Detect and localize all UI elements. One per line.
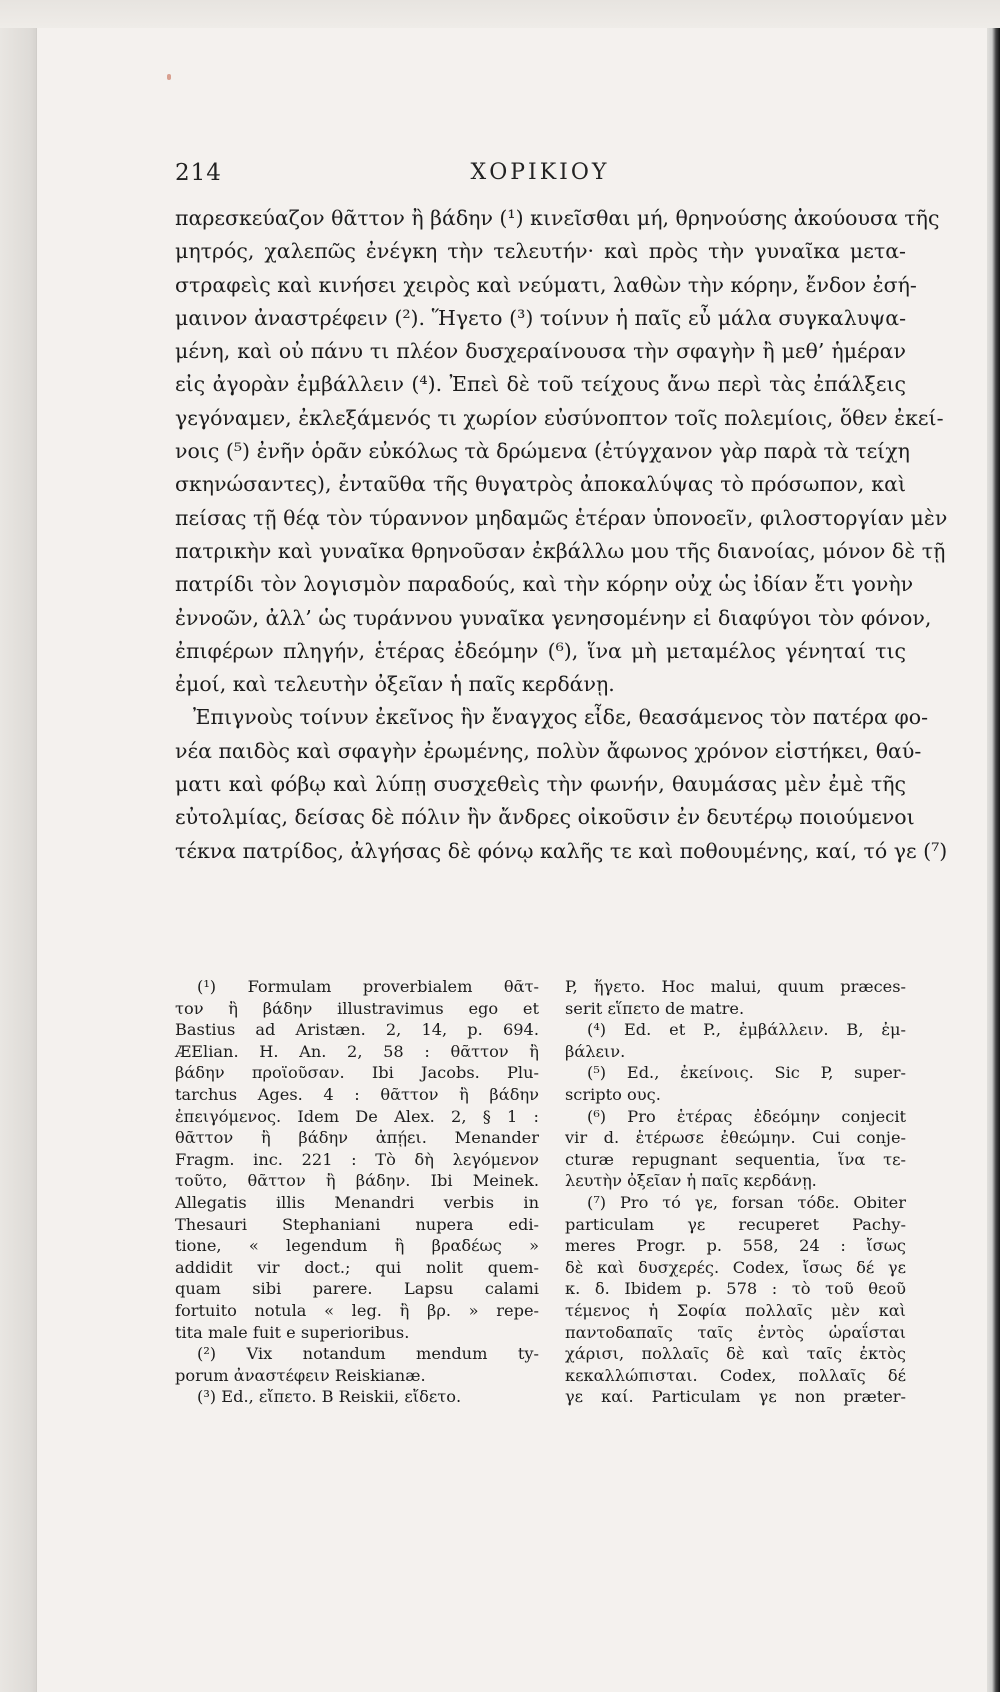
ink-speck [167,74,171,80]
text-line: σκηνώσαντες), ἐνταῦθα τῆς θυγατρὸς ἀποκαλύψας τὸ πρόσωπον, καὶ [175,472,906,497]
text-line: νοις (⁵) ἐνῆν ὁρᾶν εὐκόλως τὰ δρώμενα (ἐτύγχανον γὰρ παρὰ τὰ τείχη [175,439,910,464]
footnote-line: κ. δ. Ibidem p. 578 : τὸ τοῦ θεοῦ [565,1279,906,1299]
footnote-line: scripto ους. [565,1084,661,1104]
footnote-line: τοῦτο, θᾶττον ἢ βάδην. Ibi Meinek. [175,1171,539,1191]
text-line: τέκνα πατρίδος, ἀλγήσας δὲ φόνῳ καλῆς τε καὶ ποθουμένης, καί, τό γε (⁷) [175,838,948,863]
text-line: παρεσκεύαζον θᾶττον ἢ βάδην (¹) κινεῖσθαι μή, θρηνούσης ἀκούουσα τῆς [175,206,940,230]
text-line: ἐμοί, καὶ τελευτὴν ὀξεῖαν ἡ παῖς κερδάνῃ. [175,672,615,697]
main-text-block [175,202,948,868]
footnote-line: vir d. ἑτέρωσε ἐθεώμην. Cui conje- [565,1128,906,1148]
footnote-line: λευτὴν ὀξεῖαν ἡ παῖς κερδάνῃ. [565,1171,817,1191]
footnote-line: παντοδαπαῖς ταῖς ἐντὸς ὡραΐσται [565,1322,906,1342]
footnote-line: (⁶) Pro ἑτέρας ἐδεόμην conjecit [587,1106,906,1126]
footnote-line: fortuito notula « leg. ἢ βρ. » repe- [175,1300,539,1320]
footnote-line: tione, « legendum ἢ βραδέως » [175,1236,539,1256]
text-line: μητρός, χαλεπῶς ἐνέγκη τὴν τελευτήν· καὶ πρὸς τὴν γυναῖκα μετα- [175,239,906,264]
footnote-line: Thesauri Stephaniani nupera edi- [175,1214,539,1234]
text-line: στραφεὶς καὶ κινήσει χειρὸς καὶ νεύματι, λαθὼν τὴν κόρην, ἔνδον ἐσή- [175,272,917,297]
footnote-line: ἐπειγόμενος. Idem De Alex. 2, § 1 : [175,1106,539,1126]
footnote-line: (³) Ed., εἴπετο. B Reiskii, εἴδετο. [197,1387,462,1407]
text-line: Ἐπιγνοὺς τοίνυν ἐκεῖνος ἣν ἔναγχος εἶδε, θεασάμενος τὸν πατέρα φο- [193,705,929,730]
footnote-line: χάρισι, πολλαῖς δὲ καὶ ταῖς ἐκτὸς [565,1344,906,1364]
text-line: εἰς ἀγορὰν ἐμβάλλειν (⁴). Ἐπεὶ δὲ τοῦ τείχους ἄνω περὶ τὰς ἐπάλξεις [175,372,906,397]
text-line: εὐτολμίας, δείσας δὲ πόλιν ἣν ἄνδρες οἰκοῦσιν ἐν δευτέρῳ ποιούμενοι [175,805,915,830]
footnote-line: τέμενος ἡ Σοφία πολλαῖς μὲν καὶ [565,1300,906,1320]
footnote-line: cturæ repugnant sequentia, ἵνα τε- [565,1149,906,1169]
footnote-line: P, ἥγετο. Hoc malui, quum præces- [565,977,906,996]
page-number: 214 [175,160,222,186]
text-line: ἐπιφέρων πληγήν, ἑτέρας ἐδεόμην (⁶), ἵνα μὴ μεταμέλος γένηταί τις [175,638,906,663]
text-line: πείσας τῇ θέᾳ τὸν τύραννον μηδαμῶς ἑτέραν ὑπονοεῖν, φιλοστοργίαν μὲν [175,505,948,530]
footnote-line: (⁴) Ed. et P., ἐμβάλλειν. B, ἐμ- [587,1020,906,1040]
footnote-line: porum ἀναστέφειν Reiskianæ. [175,1365,426,1385]
text-line: πατρίδι τὸν λογισμὸν παραδούς, καὶ τὴν κόρην οὐχ ὡς ἰδίαν ἔτι γονὴν [175,572,914,597]
footnote-line: addidit vir doct.; qui nolit quem- [175,1257,539,1277]
scan-top-strip [0,0,1000,28]
footnote-line: κεκαλλώπισται. Codex, πολλαῖς δέ [565,1365,906,1385]
footnote-line: tarchus Ages. 4 : θᾶττον ἢ βάδην [175,1084,539,1104]
footnote-line: δὲ καὶ δυσχερές. Codex, ἴσως δέ γε [565,1257,906,1277]
running-head: ΧΟΡΙΚΙΟΥ [470,160,610,185]
footnote-line: particulam γε recuperet Pachy- [565,1214,906,1234]
text-line: γεγόναμεν, ἐκλεξάμενός τι χωρίον εὐσύνοπτον τοῖς πολεμίοις, ὅθεν ἐκεί- [175,405,944,430]
footnote-line: meres Progr. p. 558, 24 : ἴσως [565,1236,906,1256]
footnote-line: (¹) Formulam proverbialem θᾶτ- [197,977,539,996]
footnote-line: serit εἵπετο de matre. [565,998,745,1018]
footnote-line: (⁷) Pro τό γε, forsan τόδε. Obiter [587,1192,906,1212]
footnote-line: tita male fuit e superioribus. [175,1322,410,1342]
footnote-line: βάλειν. [565,1041,626,1061]
footnote-line: quam sibi parere. Lapsu calami [175,1279,539,1299]
footnote-line: Fragm. inc. 221 : Τὸ δὴ λεγόμενον [175,1149,539,1169]
footnote-line: ÆElian. H. An. 2, 58 : θᾶττον ἢ [175,1041,539,1061]
footnote-line: θᾶττον ἢ βάδην ἀπῄει. Menander [175,1128,539,1148]
footnote-line: γε καί. Particulam γε non præter- [565,1387,906,1407]
text-line: πατρικὴν καὶ γυναῖκα θρηνοῦσαν ἐκβάλλω μου τῆς διανοίας, μόνον δὲ τῇ [175,538,946,563]
text-line: ματι καὶ φόβῳ καὶ λύπῃ συσχεθεὶς τὴν φωνήν, θαυμάσας μὲν ἐμὲ τῆς [175,772,906,797]
text-line: μένη, καὶ οὐ πάνυ τι πλέον δυσχεραίνουσα τὴν σφαγὴν ἢ μεθ’ ἡμέραν [175,339,906,364]
footnotes-right-column [565,976,906,1408]
text-line: μαινον ἀναστρέφειν (²). Ἥγετο (³) τοίνυν ἡ παῖς εὖ μάλα συγκαλυψα- [175,305,906,330]
footnote-line: τον ἢ βάδην illustravimus ego et [175,998,539,1018]
text-line: νέα παιδὸς καὶ σφαγὴν ἐρωμένης, πολὺν ἄφωνος χρόνον εἱστήκει, θαύ- [175,738,922,763]
footnote-line: Bastius ad Aristæn. 2, 14, p. 694. [175,1020,539,1040]
footnote-separator [175,900,906,901]
footnote-line: (²) Vix notandum mendum ty- [197,1344,539,1364]
text-line: ἐννοῶν, ἀλλ’ ὡς τυράννου γυναῖκα γενησομένην εἰ διαφύγοι τὸν φόνον, [175,605,932,630]
footnotes-left-column [175,976,539,1408]
footnote-line: (⁵) Ed., ἐκείνοις. Sic P, super- [587,1063,906,1083]
footnote-line: βάδην προϊοῦσαν. Ibi Jacobs. Plu- [175,1063,539,1083]
page-header [175,160,905,200]
footnote-line: Allegatis illis Menandri verbis in [175,1192,539,1212]
